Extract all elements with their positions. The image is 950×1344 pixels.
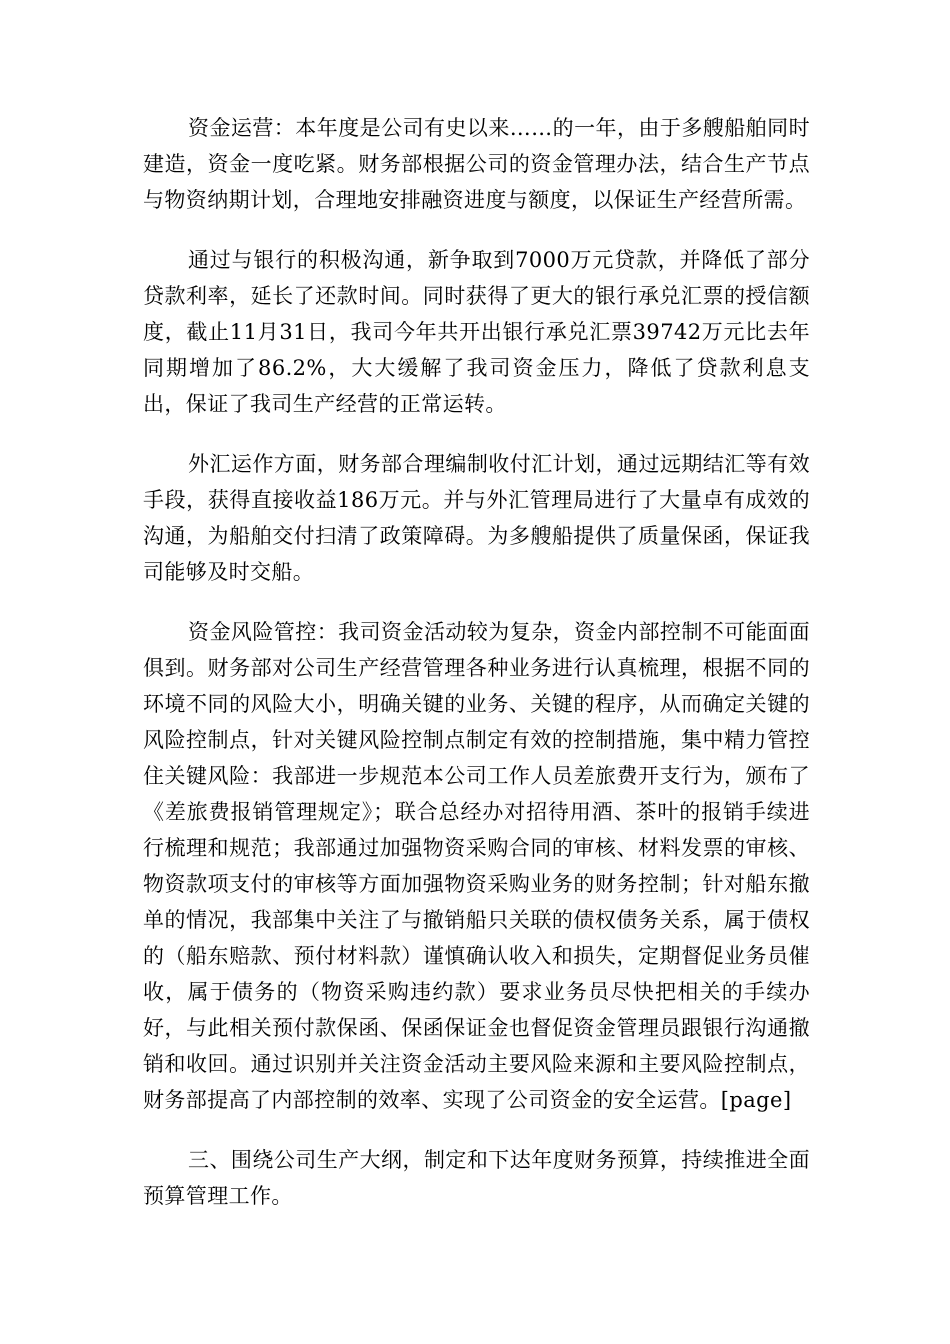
paragraph-foreign-exchange: 外汇运作方面，财务部合理编制收付汇计划，通过远期结汇等有效手段，获得直接收益186万元。并与外汇管理局进行了大量卓有成效的沟通，为船舶交付扫清了政策障碍。为多艘船提供了质量保函，保证我司能够及时交船。: [143, 452, 810, 584]
paragraph-fund-operation: 资金运营：本年度是公司有史以来……的一年，由于多艘船舶同时建造，资金一度吃紧。财务部根据公司的资金管理办法，结合生产节点与物资纳期计划，合理地安排融资进度与额度，以保证生产经营所需。: [143, 116, 810, 212]
document-body: [143, 110, 810, 1238]
paragraph-risk-control: 资金风险管控：我司资金活动较为复杂，资金内部控制不可能面面俱到。财务部对公司生产经营管理各种业务进行认真梳理，根据不同的环境不同的风险大小，明确关键的业务、关键的程序，从而确定关键的风险控制点，针对关键风险控制点制定有效的控制措施，集中精力管控住关键风险：我部进一步规范本公司工作人员差旅费开支行为，颁布了《差旅费报销管理规定》；联合总经办对招待用酒、茶叶的报销手续进行梳理和规范；我部通过加强物资采购合同的审核、材料发票的审核、物资款项支付的审核等方面加强物资采购业务的财务控制；针对船东撤单的情况，我部集中关注了与撤销船只关联的债权债务关系，属于债权的（船东赔款、预付材料款）谨慎确认收入和损失，定期督促业务员催收，属于债务的（物资采购违约款）要求业务员尽快把相关的手续办好，与此相关预付款保函、保函保证金也督促资金管理员跟银行沟通撤销和收回。通过识别并关注资金活动主要风险来源和主要风险控制点，财务部提高了内部控制的效率、实现了公司资金的安全运营。[page]: [143, 620, 810, 1112]
paragraph-section-three-heading: 三、围绕公司生产大纲，制定和下达年度财务预算，持续推进全面预算管理工作。: [143, 1148, 810, 1208]
paragraph-bank-communication: 通过与银行的积极沟通，新争取到7000万元贷款，并降低了部分贷款利率，延长了还款时间。同时获得了更大的银行承兑汇票的授信额度，截止11月31日，我司今年共开出银行承兑汇票39742万元比去年同期增加了86.2%，大大缓解了我司资金压力，降低了贷款利息支出，保证了我司生产经营的正常运转。: [143, 248, 810, 416]
